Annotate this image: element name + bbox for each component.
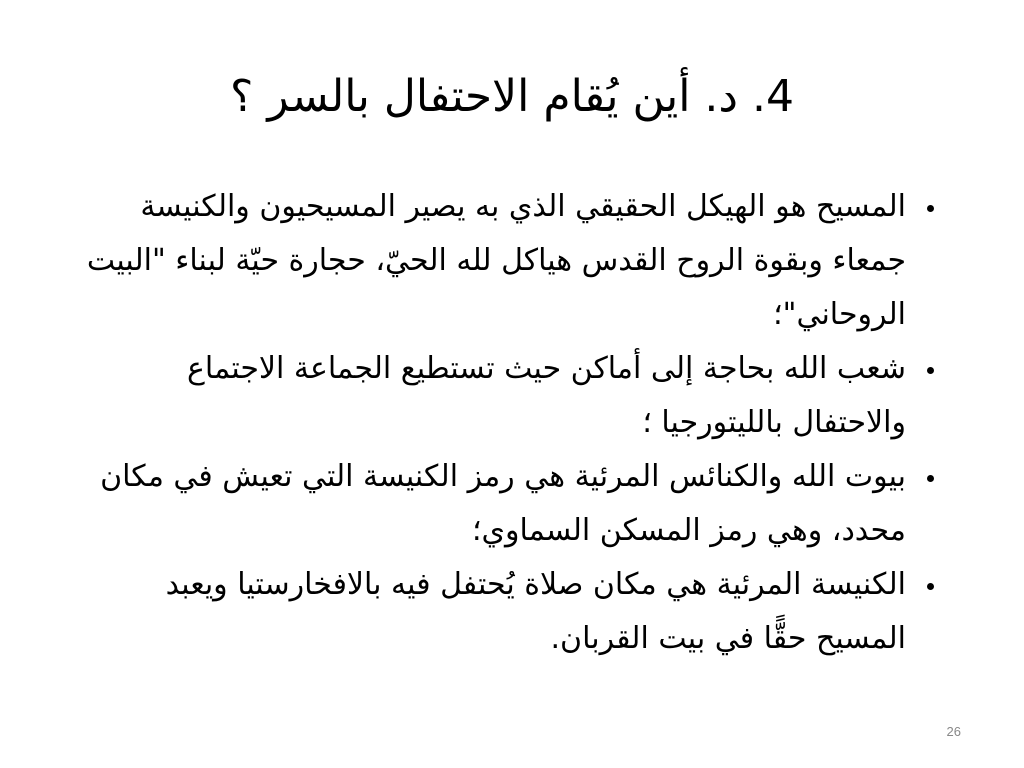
bullet-dot-icon (927, 205, 934, 212)
bullet-item (78, 342, 936, 450)
bullet-dot-icon (927, 583, 934, 590)
bullet-list (78, 180, 936, 666)
bullet-text: الكنيسة المرئية هي مكان صلاة يُحتفل فيه بالافخارستيا ويعبد المسيح حقًّا في بيت القربان. (165, 567, 906, 656)
bullet-item (78, 450, 936, 558)
slide-title: 4. د. أين يُقام الاحتفال بالسر ؟ (230, 71, 794, 122)
bullet-dot-icon (927, 475, 934, 482)
bullet-item (78, 558, 936, 666)
page-number: 26 (946, 724, 961, 739)
bullet-text: شعب الله بحاجة إلى أماكن حيث تستطيع الجماعة الاجتماع والاحتفال بالليتورجيا ؛ (186, 351, 906, 440)
bullet-text: المسيح هو الهيكل الحقيقي الذي به يصير المسيحيون والكنيسة جمعاء وبقوة الروح القدس هياكل لله الحيّ، حجارة حيّة لبناء "البيت الروحاني"؛ (86, 189, 906, 332)
bullet-item (78, 180, 936, 342)
bullet-dot-icon (927, 367, 934, 374)
bullet-text: بيوت الله والكنائس المرئية هي رمز الكنيسة التي تعيش في مكان محدد، وهي رمز المسكن السماوي؛ (100, 459, 906, 548)
